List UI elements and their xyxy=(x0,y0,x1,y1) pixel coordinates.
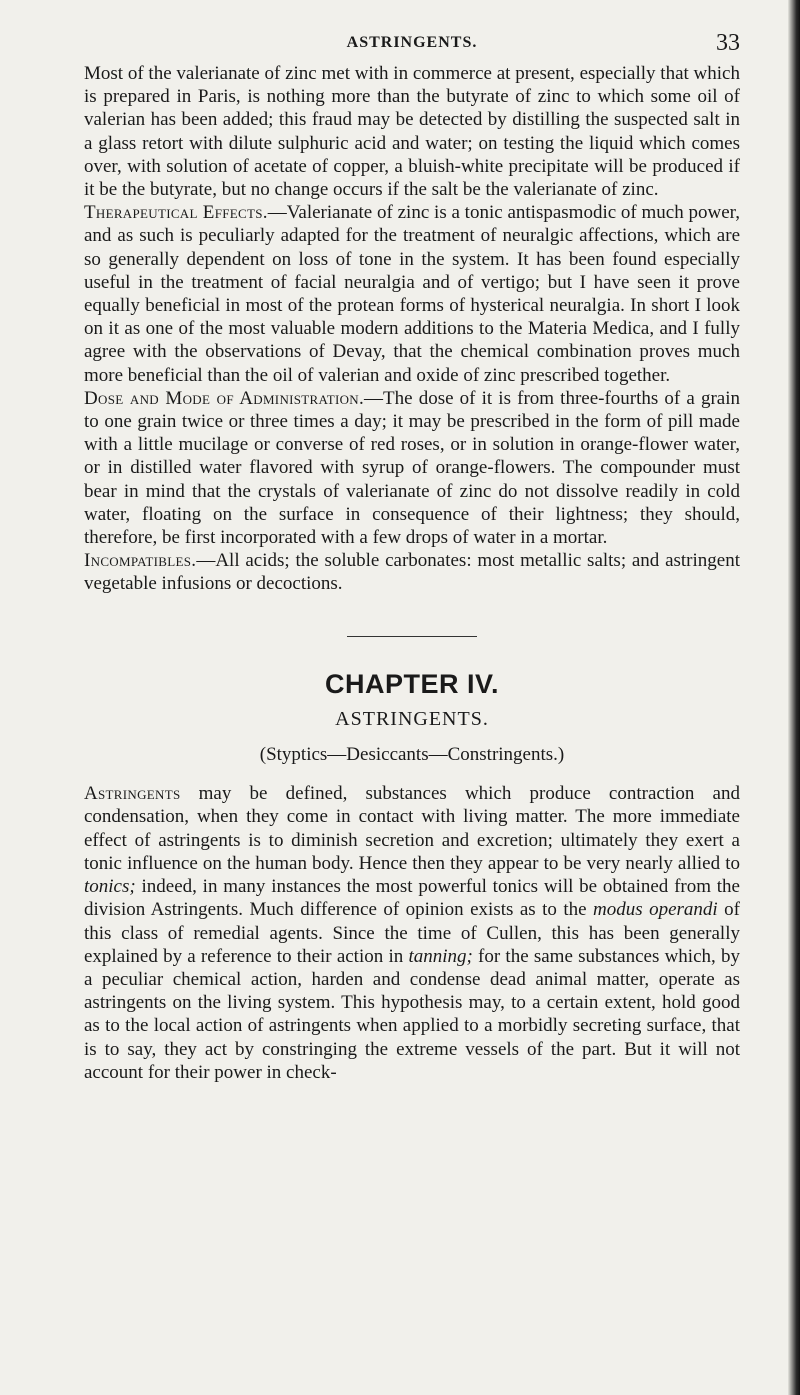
paragraph-incompatibles xyxy=(84,549,740,595)
chapter-title: ASTRINGENTS. xyxy=(335,707,489,730)
page-body xyxy=(84,62,740,1084)
section-heading-dose: Dose and Mode of Administration. xyxy=(84,387,365,409)
page-number: 33 xyxy=(716,30,740,56)
paragraph-text: —The dose of it is from three-fourths of a grain to one grain twice or three times a day; it may be prescribed in the form of pill made with a little mucilage or converse of red roses, or in solution in orange-flower water, or in distilled water flavored with syrup of orange-flowers. The compounder must bear in mind that the crystals of valerianate of zinc do not dissolve readily in cold water, floating on the surface in consequence of their lightness; they should, therefore, be first incorporated with a few drops of water in a mortar. xyxy=(84,387,740,549)
paragraph-dose-and-mode xyxy=(84,387,740,549)
paragraph-text: for the same substances which, by a peculiar chemical action, harden and condense dead animal matter, operate as astringents on the living system. This hypothesis may, to a certain extent, hold good as to the local action of astringents when applied to a morbidly secreting surface, that is to say, they act by constringing the extreme vessels of the part. But it will not account for their power in check- xyxy=(84,945,740,1083)
paragraph-text: may be defined, substances which produce contraction and condensation, when they come in contact with living matter. The more immediate effect of astringents is to diminish secretion and excretion; ultimately they exert a tonic influence on the human body. Hence then they appear to be very nearly allied to xyxy=(84,783,740,874)
paragraph-text: of this class of remedial agents. Since the time of Cullen, this has been generally explained by a reference to their action in xyxy=(84,899,740,967)
section-heading-incompatibles: Incompatibles. xyxy=(84,550,197,572)
page-header xyxy=(84,30,740,56)
paragraph-text: —Valerianate of zinc is a tonic antispasmodic of much power, and as such is peculiarly adapted for the treatment of neuralgic affections, which are so generally dependent on loss of tone in the system. It has been found especially useful in the treatment of facial neuralgia and of vertigo; but I have seen it prove equally beneficial in most of the protean forms of hysterical neuralgia. In short I look on it as one of the most valuable modern additions to the Materia Medica, and I fully agree with the observations of Devay, that the chemical combination proves much more beneficial than the oil of valerian and oxide of zinc prescribed together. xyxy=(84,202,740,386)
section-divider xyxy=(347,636,477,637)
page-edge-shadow xyxy=(788,0,800,1395)
paragraph-therapeutical-effects xyxy=(84,201,740,387)
italic-term-tanning: tanning; xyxy=(408,945,473,967)
paragraph-text: Most of the valerianate of zinc met with in commerce at present, especially that which is prepared in Paris, is nothing more than the butyrate of zinc to which some oil of valerian has been added; this fraud may be detected by distilling the suspected salt in a glass retort with dilute sulphuric acid and water; on testing the liquid which comes over, with solution of acetate of copper, a bluish-white precipitate will be produced if it be the butyrate, but no change occurs if the salt be the valerianate of zinc. xyxy=(84,63,740,201)
chapter-subtitle: (Styptics—Desiccants—Constringents.) xyxy=(259,744,565,766)
italic-term-tonics: tonics; xyxy=(84,876,136,898)
section-heading-therapeutical-effects: Therapeutical Effects. xyxy=(84,202,268,224)
paragraph-astringents-definition xyxy=(84,782,740,1084)
running-title: ASTRINGENTS. xyxy=(346,34,478,51)
paragraph-text: indeed, in many instances the most powerful tonics will be obtained from the division Astringents. Much difference of opinion exists as to the xyxy=(84,876,740,921)
italic-term-modus-operandi: modus operandi xyxy=(593,899,718,921)
chapter-number: CHAPTER IV. xyxy=(324,668,500,699)
paragraph-text: —All acids; the soluble carbonates: most metallic salts; and astringent vegetable infusions or decoctions. xyxy=(84,550,740,595)
chapter-lead-word: Astringents xyxy=(84,783,181,805)
paragraph-valerianate-commerce xyxy=(84,62,740,201)
